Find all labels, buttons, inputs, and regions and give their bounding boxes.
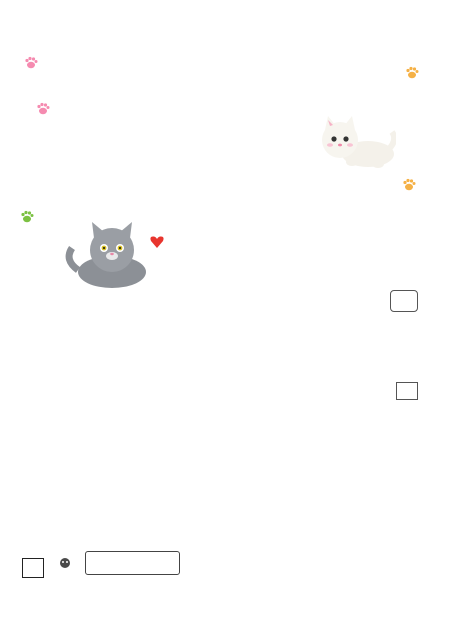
paw-print-icon <box>24 56 38 70</box>
candy-border-top <box>0 0 450 46</box>
paw-print-icon <box>405 66 419 80</box>
barcode-icon <box>190 555 288 589</box>
grey-cat-illustration <box>64 220 154 290</box>
imprint-right-column <box>228 371 423 373</box>
publisher-logo <box>50 557 80 577</box>
age-mark-box <box>396 382 418 400</box>
eac-mark <box>22 558 44 578</box>
barcode <box>190 555 288 597</box>
imprint-left-column <box>22 371 222 373</box>
social-links-box <box>85 551 180 575</box>
white-kitten-illustration <box>318 110 396 170</box>
logo-icon <box>55 557 75 569</box>
flower-border-bottom <box>0 598 450 619</box>
heart-icon <box>150 236 164 249</box>
age-rating-badge <box>390 290 418 312</box>
